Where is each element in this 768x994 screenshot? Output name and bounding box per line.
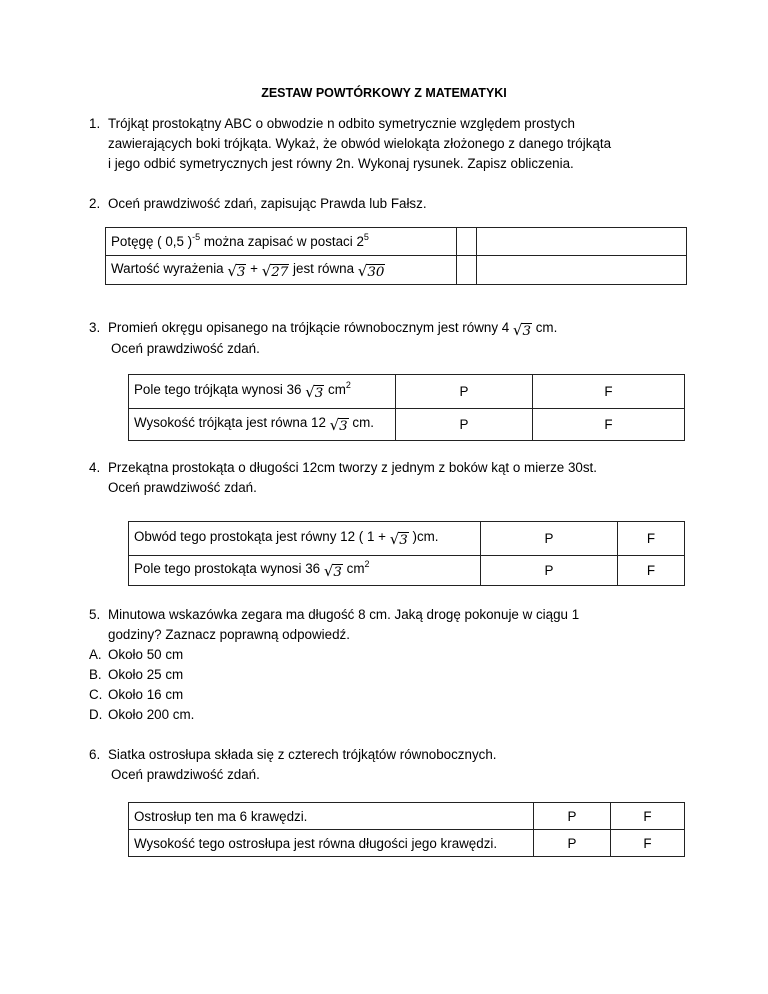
question-text-line: Oceń prawdziwość zdań. [108, 480, 257, 495]
statement-cell: Wysokość trójkąta jest równa 12 √ 3 cm. [129, 409, 396, 441]
question-number: 1. [89, 116, 101, 131]
question-text-line: Oceń prawdziwość zdań. [111, 341, 260, 356]
question-text-line: Minutowa wskazówka zegara ma długość 8 cm. Jaką drogę pokonuje w ciągu 1 [108, 607, 580, 622]
square-root: √ 3 [305, 383, 324, 401]
statement-cell: Pole tego trójkąta wynosi 36 √ 3 $cm^2$ [129, 375, 396, 409]
statement-cell: Wysokość tego ostrosłupa jest równa długości jego krawędzi. [129, 830, 534, 857]
question-6 [89, 745, 698, 785]
question-4 [89, 458, 698, 498]
false-option[interactable]: F [533, 409, 685, 441]
true-option[interactable]: P [396, 375, 533, 409]
true-option[interactable]: P [534, 803, 611, 830]
question-number: 6. [89, 747, 101, 762]
table-row [106, 228, 687, 256]
question-text-line: Trójkąt prostokątny ABC o obwodzie n odbito symetrycznie względem prostych [108, 116, 575, 131]
statement-cell: Pole tego prostokąta wynosi 36 √ 3 $cm^2$ [129, 556, 481, 586]
question-text-line: Oceń prawdziwość zdań, zapisując Prawda lub Fałsz. [108, 196, 427, 211]
square-root: √ 30 [357, 261, 385, 280]
statement-cell: Ostrosłup ten ma 6 krawędzi. [129, 803, 534, 830]
question-text-line: zawierających boki trójkąta. Wykaż, że obwód wielokąta złożonego z danego trójkąta [108, 136, 612, 151]
true-false-table-4 [128, 521, 685, 586]
true-option[interactable]: P [481, 522, 618, 556]
true-option[interactable]: P [481, 556, 618, 586]
true-false-table-2 [105, 227, 687, 285]
question-5 [89, 605, 698, 725]
table-row [129, 522, 685, 556]
question-text-line: godziny? Zaznacz poprawną odpowiedź. [108, 627, 350, 642]
square-root: √ 3 [227, 261, 246, 280]
table-row [129, 803, 685, 830]
false-option[interactable]: F [611, 830, 685, 857]
answer-cell[interactable] [457, 256, 477, 285]
table-row [129, 375, 685, 409]
answer-option-a[interactable]: A. Około 50 cm [89, 647, 184, 662]
square-root: √ 3 [323, 562, 342, 580]
answer-option-d[interactable]: D. Około 200 cm. [89, 707, 195, 722]
statement-cell: Potęgę ( 0,5 )$^{-5}$ można zapisać w postaci $2^5$ [106, 228, 457, 256]
page-title: ZESTAW POWTÓRKOWY Z MATEMATYKI [261, 86, 507, 100]
table-row [129, 830, 685, 857]
answer-option-c[interactable]: C. Około 16 cm [89, 687, 184, 702]
question-text-line: Oceń prawdziwość zdań. [111, 767, 260, 782]
square-root: √ 27 [261, 261, 289, 280]
question-1 [89, 114, 698, 174]
question-number: 4. [89, 460, 101, 475]
question-number: 2. [89, 196, 101, 211]
table-row [129, 409, 685, 441]
false-option[interactable]: F [533, 375, 685, 409]
table-row [106, 256, 687, 285]
question-text-line: Siatka ostrosłupa składa się z czterech trójkątów równobocznych. [108, 747, 497, 762]
square-root: √ 3 [389, 530, 408, 548]
statement-cell: Obwód tego prostokąta jest równy 12 ( 1 + √ 3 )cm. [129, 522, 481, 556]
square-root: √ 3 [329, 416, 348, 434]
table-row [129, 556, 685, 586]
square-root: √ 3 [512, 321, 531, 339]
answer-option-b[interactable]: B. Około 25 cm [89, 667, 184, 682]
question-text-line: Przekątna prostokąta o długości 12cm tworzy z jednym z boków kąt o mierze 30st. [108, 460, 597, 475]
false-option[interactable]: F [611, 803, 685, 830]
false-option[interactable]: F [618, 556, 685, 586]
answer-cell[interactable] [477, 228, 687, 256]
true-false-table-6 [128, 802, 685, 857]
question-text-line: i jego odbić symetrycznych jest równy 2n. Wykonaj rysunek. Zapisz obliczenia. [108, 156, 574, 171]
question-3: 3. Promień okręgu opisanego na trójkącie równobocznym jest równy 4 √ 3 cm. Oceń prawdziwość zdań. [108, 318, 698, 359]
question-number: 3. [89, 320, 101, 335]
answer-options [89, 645, 698, 725]
question-2 [89, 194, 698, 214]
false-option[interactable]: F [618, 522, 685, 556]
true-false-table-3 [128, 374, 685, 441]
question-number: 5. [89, 607, 101, 622]
true-option[interactable]: P [396, 409, 533, 441]
answer-cell[interactable] [477, 256, 687, 285]
true-option[interactable]: P [534, 830, 611, 857]
answer-cell[interactable] [457, 228, 477, 256]
statement-cell: Wartość wyrażenia √ 3 + √ 27 jest równa √ 30 [106, 256, 457, 285]
